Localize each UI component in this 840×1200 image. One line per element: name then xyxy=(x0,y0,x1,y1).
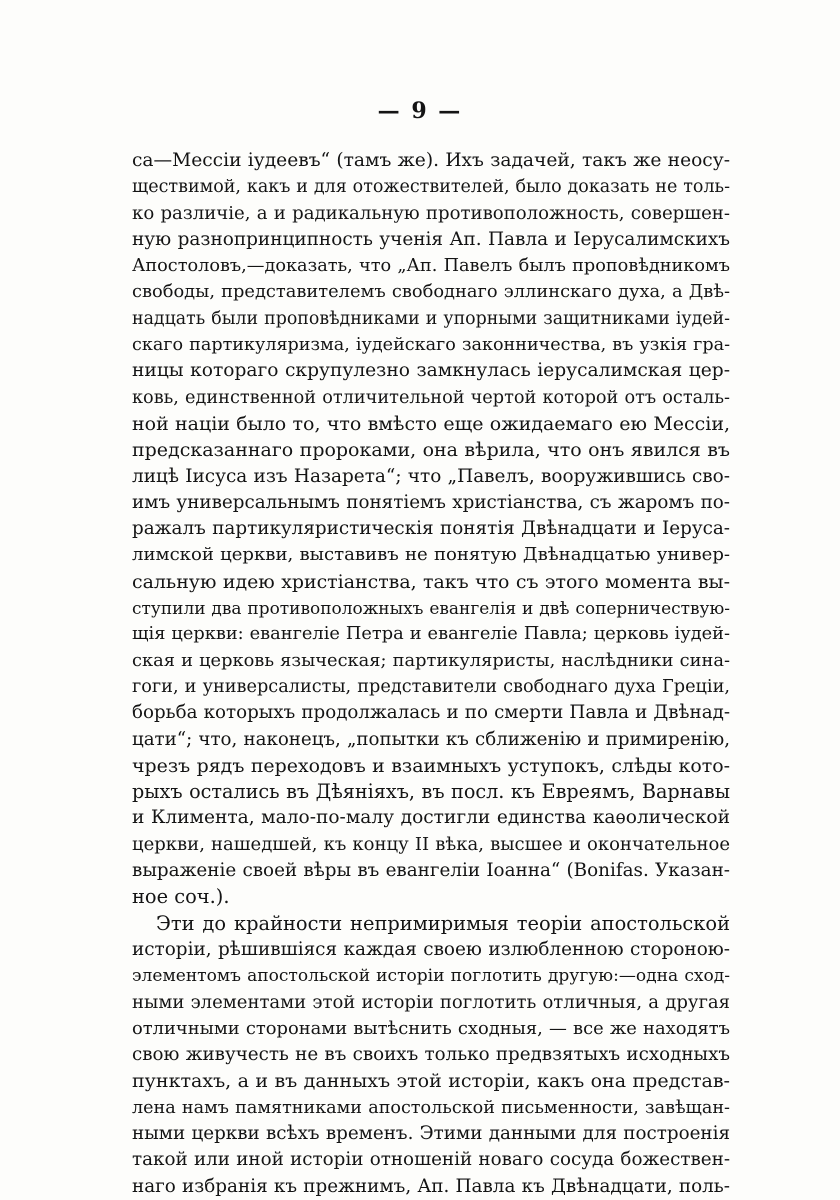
text-line: ществимой, какъ и для отожествителей, было доказать не толь- xyxy=(132,177,730,198)
text-line: ными церкви всѣхъ временъ. Этими данными для построенія xyxy=(132,1122,730,1144)
text-line: элементомъ апостольской исторіи поглотить другую:—одна сход- xyxy=(132,966,730,987)
text-line: борьба которыхъ продолжалась и по смерти Павла и Двѣнад- xyxy=(132,702,730,724)
text-line: наго избранія къ прежнимъ, Ап. Павла къ Двѣнадцати, поль- xyxy=(132,1175,730,1197)
text-line: Эти до крайности непримиримыя теоріи апостольской xyxy=(156,911,730,935)
text-line: и Климента, мало-по-малу достигли единства каѳолической xyxy=(132,807,730,829)
text-line: выраженіе своей вѣры въ евангеліи Іоанна“ (Bonifas. Указан- xyxy=(132,860,730,882)
text-line: чрезъ рядъ переходовъ и взаимныхъ уступокъ, слѣды кото- xyxy=(132,754,730,777)
text-line: лена намъ памятниками апостольской письменности, завѣщан- xyxy=(132,1097,730,1118)
text-line: пунктахъ, а и въ данныхъ этой исторіи, какъ она представ- xyxy=(132,1070,730,1093)
text-line: лицѣ Іисуса изъ Назарета“; что „Павелъ, вооружившись сво- xyxy=(132,465,730,487)
text-line: отличными сторонами вытѣснить сходныя, — все же находятъ xyxy=(132,1017,730,1039)
text-line: такой или иной исторіи отношеній новаго сосуда божествен- xyxy=(132,1149,730,1171)
text-line: гоги, и универсалисты, представители свободнаго духа Греціи, xyxy=(132,676,730,697)
body-text xyxy=(132,148,730,1200)
text-line: сальную идею христіанства, такъ что съ этого момента вы- xyxy=(132,570,730,593)
text-line: надцать были проповѣдниками и упорными защитниками іудей- xyxy=(132,308,730,329)
text-line: ковь, единственной отличительной чертой которой отъ осталь- xyxy=(132,387,730,408)
text-line: ницы котораго скрупулезно замкнулась іерусалимская цер- xyxy=(132,360,730,382)
text-line: ко различіе, а и радикальную противоположность, совершен- xyxy=(132,202,730,224)
text-line: Апостоловъ,—доказать, что „Ап. Павелъ былъ проповѣдникомъ xyxy=(132,256,730,277)
text-line: скаго партикуляризма, іудейскаго законничества, въ узкія гра- xyxy=(132,335,730,356)
text-line: ными элементами этой исторіи поглотить отличныя, а другая xyxy=(132,991,730,1013)
text-line: предсказаннаго пророками, она вѣрила, что онъ явился въ xyxy=(132,439,730,462)
text-line: церкви, нашедшей, къ концу II вѣка, высшее и окончательное xyxy=(132,833,730,855)
text-line: цати“; что, наконецъ, „попытки къ сближенію и примиренію, xyxy=(132,728,730,750)
text-line: щія церкви: евангеліе Петра и евангеліе Павла; церковь іудей- xyxy=(132,624,730,645)
text-line: имъ универсальнымъ понятіемъ христіанства, съ жаромъ по- xyxy=(132,491,730,513)
text-line: лимской церкви, выставивъ не понятую Двѣнадцатью универ- xyxy=(132,544,730,566)
text-line: свободы, представителемъ свободнаго эллинскаго духа, а Двѣ- xyxy=(132,281,730,303)
text-line: исторіи, рѣшившіяся каждая своею излюбленною стороною- xyxy=(132,938,730,960)
text-line: ражалъ партикуляристическія понятія Двѣнадцати и Іерусa- xyxy=(132,518,730,540)
text-line: ступили два противоположныхъ евангелія и двѣ соперничествую- xyxy=(132,598,730,619)
text-line: рыхъ остались въ Дѣяніяхъ, въ посл. къ Евреямъ, Варнавы xyxy=(132,780,730,804)
text-line: ская и церковь языческая; партикуляристы, наслѣдники сина- xyxy=(132,649,730,671)
text-line: ную разнопринципность ученія Ап. Павла и Іерусалимскихъ xyxy=(132,228,730,250)
text-line: свою живучесть не въ своихъ только предвзятыхъ исходныхъ xyxy=(132,1044,730,1066)
text-line: са—Мессіи іудеевъ“ (тамъ же). Ихъ задачей, такъ же неосу- xyxy=(132,150,730,171)
text-line: ное соч.). xyxy=(132,885,230,909)
text-line: ной націи было то, что вмѣсто еще ожидаемаго ею Мессіи, xyxy=(132,412,730,435)
page-number: — 9 — xyxy=(377,98,463,124)
